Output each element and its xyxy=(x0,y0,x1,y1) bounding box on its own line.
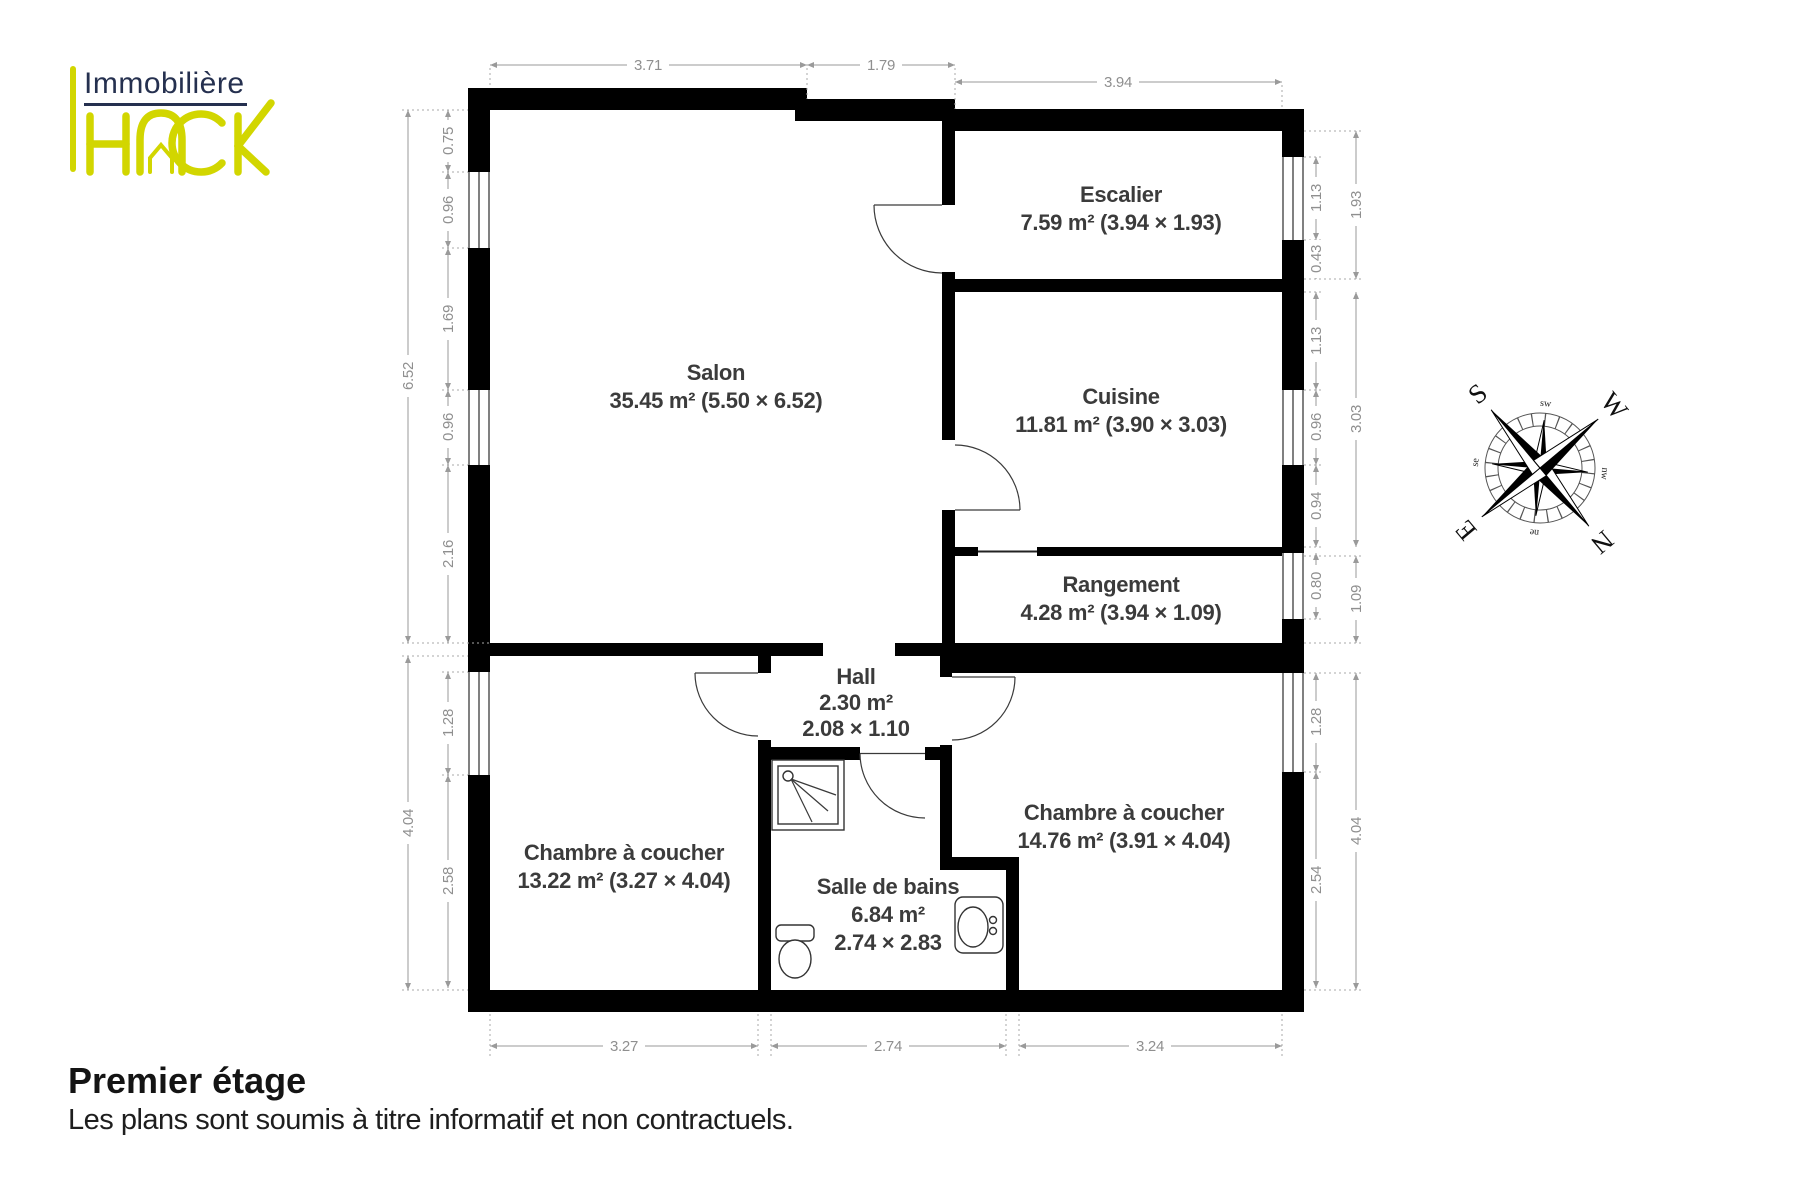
windows xyxy=(469,157,1303,775)
room-label-escalier-area: 7.59 m² (3.94 × 1.93) xyxy=(1020,210,1222,235)
logo-line1: Immobilière xyxy=(84,67,245,100)
dim-left-inner-0: 0.75 xyxy=(440,127,457,155)
dim-left-outer-0: 6.52 xyxy=(400,362,417,390)
door-cuisine xyxy=(955,445,1020,510)
room-label-salle-de-bains-name: Salle de bains xyxy=(816,874,960,899)
rangement-window xyxy=(1283,553,1303,619)
dim-left-outer-1: 4.04 xyxy=(400,809,417,837)
room-label-chambre-gauche-area: 13.22 m² (3.27 × 4.04) xyxy=(517,868,731,893)
dim-right-outer-0: 1.93 xyxy=(1348,191,1365,219)
dim-bottom-0: 3.27 xyxy=(610,1038,638,1055)
toilet-icon xyxy=(776,925,814,978)
dim-right-outer-2: 1.09 xyxy=(1348,585,1365,613)
salon-window-upper xyxy=(469,172,489,248)
room-label-escalier-name: Escalier xyxy=(1079,182,1163,207)
dim-right-outer-1: 3.03 xyxy=(1348,405,1365,433)
cuisine-window xyxy=(1283,390,1303,465)
escalier-window xyxy=(1283,157,1303,240)
door-chambre-droite xyxy=(952,677,1015,740)
room-label-salle-de-bains-area: 6.84 m² xyxy=(851,902,925,927)
dim-right-outer-3: 4.04 xyxy=(1348,817,1365,845)
room-label-rangement-name: Rangement xyxy=(1062,572,1180,597)
compass-se-label: se xyxy=(1469,457,1482,468)
door-salle-de-bains xyxy=(860,754,925,819)
room-label-cuisine-area: 11.81 m² (3.90 × 3.03) xyxy=(1015,412,1227,437)
compass-nw-label: nw xyxy=(1598,467,1611,481)
dim-left-inner-3: 0.96 xyxy=(440,413,457,441)
compass-rose xyxy=(1382,310,1698,626)
room-label-hall-name: Hall xyxy=(836,664,876,689)
dim-right-inner-3: 0.96 xyxy=(1308,413,1325,441)
room-label-salle-de-bains-dims: 2.74 × 2.83 xyxy=(834,930,942,955)
dim-right-inner-0: 1.13 xyxy=(1308,184,1325,212)
compass-ne-label: ne xyxy=(1529,526,1540,539)
dim-right-inner-6: 1.28 xyxy=(1308,708,1325,736)
dim-left-inner-5: 1.28 xyxy=(440,709,457,737)
compass-west-label: W xyxy=(1594,386,1634,426)
logo-underline xyxy=(84,103,247,106)
chambre-gauche-window xyxy=(469,672,489,775)
compass-south-label: S xyxy=(1462,377,1494,411)
page-title: Premier étage xyxy=(68,1060,307,1101)
room-label-chambre-droite-name: Chambre à coucher xyxy=(1023,800,1225,825)
dim-left-inner-1: 0.96 xyxy=(440,196,457,224)
page-disclaimer: Les plans sont soumis à titre informatif et non contractuels. xyxy=(68,1104,794,1136)
logo xyxy=(70,66,271,172)
compass-sw-label: sw xyxy=(1539,397,1552,410)
dim-right-inner-7: 2.54 xyxy=(1308,866,1325,894)
dim-bottom-2: 3.24 xyxy=(1136,1038,1164,1055)
dim-bottom-1: 2.74 xyxy=(874,1038,902,1055)
logo-house-icon xyxy=(150,145,172,172)
compass-north-label: N xyxy=(1585,524,1620,561)
dim-top-1: 1.79 xyxy=(867,57,895,74)
room-label-cuisine-name: Cuisine xyxy=(1082,384,1160,409)
sink-icon xyxy=(955,897,1003,953)
dim-left-inner-6: 2.58 xyxy=(440,867,457,895)
dim-top-0: 3.71 xyxy=(634,57,662,74)
room-label-salon-area: 35.45 m² (5.50 × 6.52) xyxy=(609,388,823,413)
room-label-hall-area: 2.30 m² xyxy=(819,690,893,715)
dim-right-inner-4: 0.94 xyxy=(1308,492,1325,520)
dim-top-2: 3.94 xyxy=(1104,74,1132,91)
dim-left-inner-2: 1.69 xyxy=(440,305,457,333)
room-label-hall-dims: 2.08 × 1.10 xyxy=(802,716,910,741)
chambre-droite-window xyxy=(1283,673,1303,772)
room-labels xyxy=(518,182,1231,955)
shower-icon xyxy=(772,760,844,830)
room-label-chambre-droite-area: 14.76 m² (3.91 × 4.04) xyxy=(1017,828,1231,853)
room-label-chambre-gauche-name: Chambre à coucher xyxy=(523,840,725,865)
logo-wordmark-hack xyxy=(90,103,271,172)
dim-left-inner-4: 2.16 xyxy=(440,540,457,568)
room-label-salon-name: Salon xyxy=(686,360,746,385)
logo-bar xyxy=(70,66,76,172)
dim-right-inner-5: 0.80 xyxy=(1308,572,1325,600)
door-chambre-gauche xyxy=(695,673,758,736)
dim-right-inner-1: 0.43 xyxy=(1308,245,1325,273)
salon-window-lower xyxy=(469,390,489,465)
door-escalier xyxy=(874,205,942,273)
room-label-rangement-area: 4.28 m² (3.94 × 1.09) xyxy=(1020,600,1222,625)
dim-right-inner-2: 1.13 xyxy=(1308,327,1325,355)
compass-east-label: E xyxy=(1448,514,1483,547)
